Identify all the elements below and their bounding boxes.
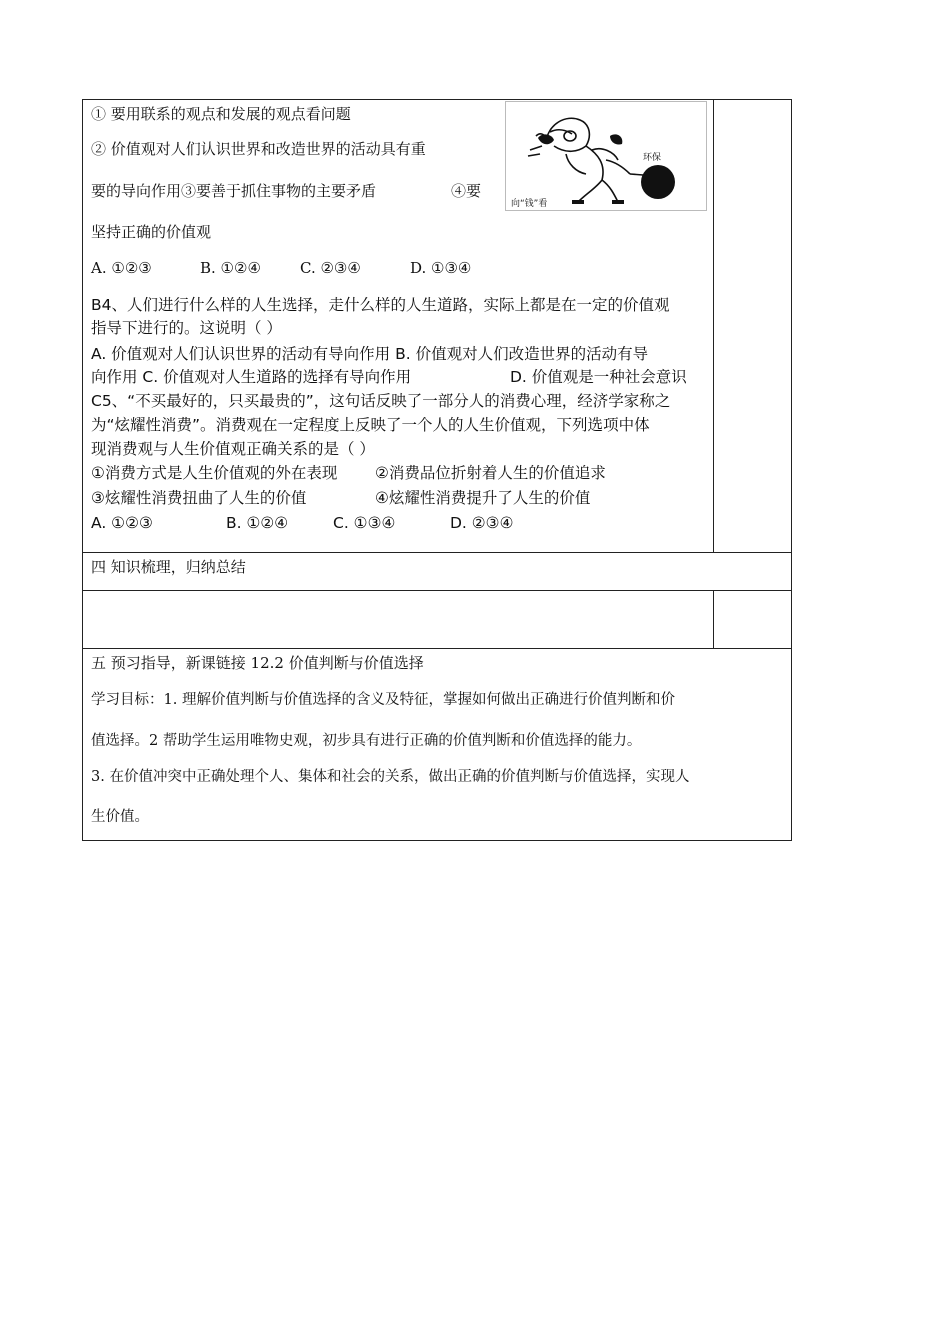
qa-line-1: ① 要用联系的观点和发展的观点看问题 [91, 105, 351, 123]
qa-line-2: ② 价值观对人们认识世界和改造世界的活动具有重 [91, 140, 426, 158]
c5-option-b: B. ①②④ [226, 514, 289, 532]
cartoon-image [505, 101, 707, 211]
row-divider-1 [83, 552, 791, 553]
c5-item-1: ①消费方式是人生价值观的外在表现 [91, 464, 338, 482]
cartoon-drawing [506, 102, 706, 210]
b4-line-4b: D. 价值观是一种社会意识 [510, 368, 687, 386]
section-5-line-4: 生价值。 [91, 809, 149, 825]
section-5-line-3: 3. 在价值冲突中正确处理个人、集体和社会的关系，做出正确的价值判断与价值选择，实现人 [91, 769, 690, 785]
qa-line-3: 要的导向作用③要善于抓住事物的主要矛盾 [91, 182, 377, 200]
cartoon-caption: 向“钱”看 [511, 199, 548, 209]
c5-line-2: 为“炫耀性消费”。消费观在一定程度上反映了一个人的人生价值观，下列选项中体 [91, 416, 650, 434]
qa-option-d: D. ①③④ [410, 259, 472, 277]
section-5-line-2: 值选择。2 帮助学生运用唯物史观，初步具有进行正确的价值判断和价值选择的能力。 [91, 733, 642, 749]
row-divider-3 [83, 648, 791, 649]
c5-item-3: ③炫耀性消费扭曲了人生的价值 [91, 489, 307, 507]
c5-option-d: D. ②③④ [450, 514, 514, 532]
qa-line-4: 坚持正确的价值观 [91, 223, 212, 241]
b4-line-4: 向作用 C. 价值观对人生道路的选择有导向作用 [91, 368, 412, 386]
qa-line-3b: ④要 [451, 182, 482, 200]
b4-line-1: B4、人们进行什么样的人生选择，走什么样的人生道路，实际上都是在一定的价值观 [91, 296, 670, 314]
c5-item-4: ④炫耀性消费提升了人生的价值 [375, 489, 591, 507]
section-5-line-1: 学习目标：1. 理解价值判断与价值选择的含义及特征，掌握如何做出正确进行价值判断和价 [91, 692, 675, 708]
c5-item-2: ②消费品位折射着人生的价值追求 [375, 464, 606, 482]
section-4-title: 四 知识梳理，归纳总结 [91, 558, 246, 576]
c5-option-a: A. ①②③ [91, 514, 153, 532]
right-column-divider-mid [713, 591, 714, 648]
qa-option-b: B. ①②④ [200, 259, 261, 277]
worksheet-table [82, 99, 792, 841]
b4-line-2: 指导下进行的。这说明（ ） [91, 319, 282, 337]
c5-option-c: C. ①③④ [333, 514, 396, 532]
row-divider-2 [83, 590, 791, 591]
qa-option-c: C. ②③④ [300, 259, 361, 277]
section-5-title: 五 预习指导，新课链接 12.2 价值判断与价值选择 [91, 654, 424, 672]
ball-label: 环保 [643, 153, 662, 163]
b4-line-3: A. 价值观对人们认识世界的活动有导向作用 B. 价值观对人们改造世界的活动有导 [91, 345, 649, 363]
c5-line-3: 现消费观与人生价值观正确关系的是（ ） [91, 440, 375, 458]
qa-option-a: A. ①②③ [91, 259, 152, 277]
c5-line-1: C5、“不买最好的，只买最贵的”，这句话反映了一部分人的消费心理，经济学家称之 [91, 392, 671, 410]
right-column-divider-top [713, 100, 714, 553]
